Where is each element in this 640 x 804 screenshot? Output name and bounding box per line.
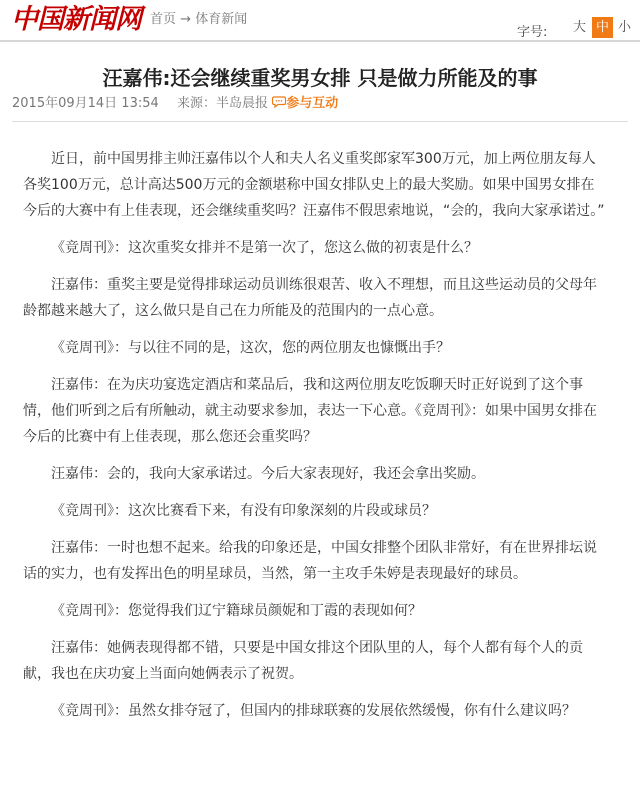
article-paragraph: 近日，前中国男排主帅汪嘉伟以个人和夫人名义重奖郎家军300万元，加上两位朋友每人各奖100万元，总计高达500万元的金额堪称中国女排队史上的最大奖励。如果中国男女排在今后的大赛中有上佳表现，还会继续重奖吗？汪嘉伟不假思索地说，“会的，我向大家承诺过。”: [23, 151, 605, 219]
article-paragraph: 汪嘉伟：在为庆功宴选定酒店和菜品后，我和这两位朋友吃饭聊天时正好说到了这个事情，他们听到之后有所触动，就主动要求参加，表达一下心意。《竞周刊》：如果中国男女排在今后的比赛中有上佳表现，那么您还会重奖吗？: [23, 377, 597, 445]
breadcrumb-home-link[interactable]: 首页: [150, 12, 177, 27]
font-size-large-button[interactable]: 大: [572, 20, 586, 35]
font-size-medium-button[interactable]: 中: [592, 17, 613, 38]
article-paragraph: 《竞周刊》：虽然女排夺冠了，但国内的排球联赛的发展依然缓慢，你有什么建议吗？: [51, 703, 576, 719]
article-paragraph: 汪嘉伟：一时也想不起来。给我的印象还是，中国女排整个团队非常好，有在世界排坛说话的实力，也有发挥出色的明星球员，当然，第一主攻手朱婷是表现最好的球员。: [23, 540, 597, 582]
article-paragraph: 汪嘉伟：她俩表现得都不错，只要是中国女排这个团队里的人，每个人都有每个人的贡献，我也在庆功宴上当面向她俩表示了祝贺。: [23, 640, 583, 682]
article-title: 汪嘉伟:还会继续重奖男女排 只是做力所能及的事: [102, 66, 538, 91]
publish-datetime: 2015年09月14日 13:54: [12, 96, 159, 111]
breadcrumb-arrow: →: [180, 12, 192, 27]
site-header: [0, 0, 640, 42]
title-divider: [12, 121, 628, 122]
site-logo[interactable]: 中国新闻网: [11, 4, 141, 35]
font-size-small-button[interactable]: 小: [617, 20, 631, 35]
article-paragraph: 《竞周刊》：这次重奖女排并不是第一次了，您这么做的初衷是什么？: [51, 240, 478, 256]
article-paragraph: 汪嘉伟：重奖主要是觉得排球运动员训练很艰苦、收入不理想，而且这些运动员的父母年龄都越来越大了，这么做只是自己在力所能及的范围内的一点心意。: [23, 277, 597, 319]
article-paragraph: 《竞周刊》：与以往不同的是，这次，您的两位朋友也慷慨出手？: [51, 340, 450, 356]
article-paragraph: 《竞周刊》：这次比赛看下来，有没有印象深刻的片段或球员？: [51, 503, 436, 519]
article-meta: [12, 95, 338, 113]
article-source: 来源：半岛晨报: [177, 96, 269, 111]
article-body: [23, 146, 608, 735]
article-paragraph: 汪嘉伟：会的，我向大家承诺过。今后大家表现好，我还会拿出奖励。: [51, 466, 485, 482]
participate-interaction-link[interactable]: [272, 96, 338, 111]
breadcrumb-section-link[interactable]: 体育新闻: [195, 12, 248, 27]
font-size-label: 字号:: [517, 25, 548, 40]
speech-bubble-icon: [272, 96, 286, 108]
breadcrumb: [150, 12, 247, 28]
participate-interaction-label: 参与互动: [286, 96, 339, 111]
article-paragraph: 《竞周刊》：您觉得我们辽宁籍球员颜妮和丁霞的表现如何？: [51, 603, 422, 619]
